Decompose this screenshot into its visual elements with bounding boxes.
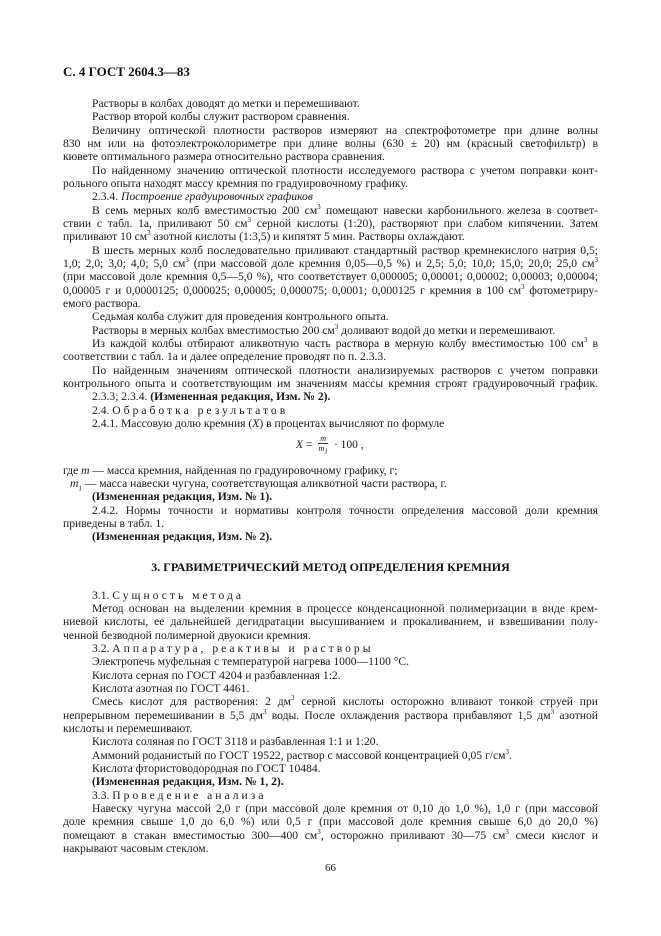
paragraph-line: приливают 10 $см^3$ азотной кислоты (1:3,5) и кипятят 5 мин. Растворы охлаждают. [63,229,465,243]
paragraph-line: кювете оптимального размера относительно раствора сравнения. [63,150,385,163]
paragraph-line: ниевой кислоты, ее дальнейшей дегидратации высушиванием и прокаливанием, и взвешивании полу- [63,615,598,628]
paragraph-line: непрерывном перемешивании в 5,5 $дм^3$ воды. После охлаждения раствора прибавляют 1,5 $дм^3$ азотной [63,709,598,722]
paragraph-line: Кислота соляная по ГОСТ 3118 и разбавленная 1:1 и 1:20. [92,735,379,748]
subsection-heading: 3.1. Сущность метода [92,589,245,602]
paragraph-line: Из каждой колбы отбирают аликвотную часть раствора в мерную колбу вместимостью 100 $см^3$ в [92,337,598,350]
paragraph-line: Кислота серная по ГОСТ 4204 и разбавленная 1:2. [92,669,341,682]
paragraph-line: 2.4.1. Массовую долю кремния (X) в процентах вычисляют по формуле [92,417,445,430]
paragraph-line: ствии с табл. 1а, приливают 50 $см^3$ серной кислоты (1:20), растворяют при слабом кипячении. Затем [63,217,598,230]
paragraph-line: 1,0; 2,0; 3,0; 4,0; 5,0 $см^3$ (при массовой доле кремния 0,05—0,5 %) и 2,5; 5,0; 10,0; 15,0; 20,0; 25,0 $см^3$ [63,257,598,270]
subsection-heading: 2.4. Обработка результатов [92,404,289,417]
paragraph-line: Растворы в колбах доводят до метки и перемешивают. [92,97,360,110]
fraction: $\frac{m}{m_1}$ [318,434,328,456]
paragraph-line: ченной безводной полимерной двуокиси кремния. [63,629,311,642]
paragraph-line: Смесь кислот для растворения: 2 $дм^3$ серной кислоты осторожно вливают тонкой струей при [92,695,598,708]
paragraph-line: доле кремния свыше 1,0 до 6,0 %) или 0,5 г (при массовой доле кремния свыше 6,0 до 20,0 %) [63,815,598,828]
subsection-heading: 3.2. Аппаратура, реактивы и растворы [92,642,374,655]
subsection-heading: 3.3. Проведение анализа [92,789,267,802]
paragraph-line: $m_1$ — масса навески чугуна, соответствующая аликвотной части раствора, г. [70,477,447,493]
paragraph-line: (при массовой доле кремния 0,5—5,0 %), что соответствует 0,000005; 0,00001; 0,00002; 0,00003; 0,00004; [63,270,598,283]
paragraph-line: соответствии с табл. 1а и далее определение проводят по п. 2.3.3. [63,350,387,363]
paragraph-line: емого раствора. [63,297,141,310]
paragraph-line: кислоты и перемешивают. [63,722,193,735]
paragraph-line: По найденным значениям оптической плотности анализируемых растворов с учетом поправки [92,364,598,377]
formula: X = $\frac{m}{m_1}$ · 100 , [296,434,364,456]
paragraph-line: 0,00005 г и 0,0000125; 0,000025; 0,00005; 0,000075; 0,0001; 0,000125 г кремния в 100 $см^3$ фотометриру- [63,284,598,297]
paragraph-line: Электропечь муфельная с температурой нагрева 1000—1100 °С. [92,655,410,668]
paragraph-line: Аммоний роданистый по ГОСТ 19522, раствор с массовой концентрацией 0,05 $г/см^3$. [92,748,512,762]
paragraph-line: Навеску чугуна массой 2,0 г (при массовой доле кремния от 0,10 до 1,0 %), 1,0 г (при массовой [92,802,598,815]
paragraph-line: где m — масса кремния, найденная по градуировочному графику, г; [63,464,398,477]
paragraph-line: Величину оптической плотности растворов измеряют на спектрофотометре при длине волны [92,124,598,137]
amendment-note: (Измененная редакция, Изм. № 2). [92,530,273,543]
paragraph-line: контрольного опыта и соответствующим им значениям массы кремния строят градуировочный график. [63,377,598,390]
paragraph-line: Кислота азотная по ГОСТ 4461. [92,682,250,695]
section-heading: 3. ГРАВИМЕТРИЧЕСКИЙ МЕТОД ОПРЕДЕЛЕНИЯ КРЕМНИЯ [151,560,510,574]
paragraph-line: 2.4.2. Нормы точности и нормативы контроля точности определения массовой доли кремния [92,504,598,517]
paragraph-line: Метод основан на выделении кремния в процессе конденсационной полимеризации в виде крем- [92,602,598,615]
paragraph-line: По найденному значению оптической плотности исследуемого раствора с учетом поправки конт- [92,164,598,177]
paragraph-line: приведены в табл. 1. [63,517,165,530]
paragraph-line: 830 нм или на фотоэлектроколориметре при длине волны (630 ± 20) нм (красный светофильтр) в [63,137,598,150]
paragraph-line: помещают в стакан вместимостью 300—400 $см^3$, осторожно приливают 30—75 $см^3$ смеси кислот и [63,829,598,842]
paragraph-line: рольного опыта находят массу кремния по градуировочному графику. [63,177,408,190]
paragraph-line: накрывают часовым стеклом. [63,842,209,855]
amendment-note: (Измененная редакция, Изм. № 1). [92,490,273,503]
paragraph-line: Кислота фтористоводородная по ГОСТ 10484. [92,762,321,775]
subsection-heading: 2.3.4. Построение градуировочных графиков [92,190,313,203]
paragraph-line: В семь мерных колб вместимостью 200 $см^3$ помещают навески карбонильного железа в соответ- [92,204,598,217]
amendment-note: (Измененная редакция, Изм. № 1, 2). [92,775,284,788]
page-number: 66 [325,862,336,874]
paragraph-line: Растворы в мерных колбах вместимостью 200 $см^3$ доливают водой до метки и перемешивают. [92,323,556,337]
amendment-note: 2.3.3; 2.3.4. (Измененная редакция, Изм. № 2). [92,390,331,403]
paragraph-line: Седьмая колба служит для проведения контрольного опыта. [92,310,389,323]
page-header: С. 4 ГОСТ 2604.3—83 [63,64,190,79]
paragraph-line: Раствор второй колбы служит раствором сравнения. [92,110,350,123]
paragraph-line: В шесть мерных колб последовательно приливают стандартный раствор кремнекислого натрия 0,5; [92,244,598,257]
